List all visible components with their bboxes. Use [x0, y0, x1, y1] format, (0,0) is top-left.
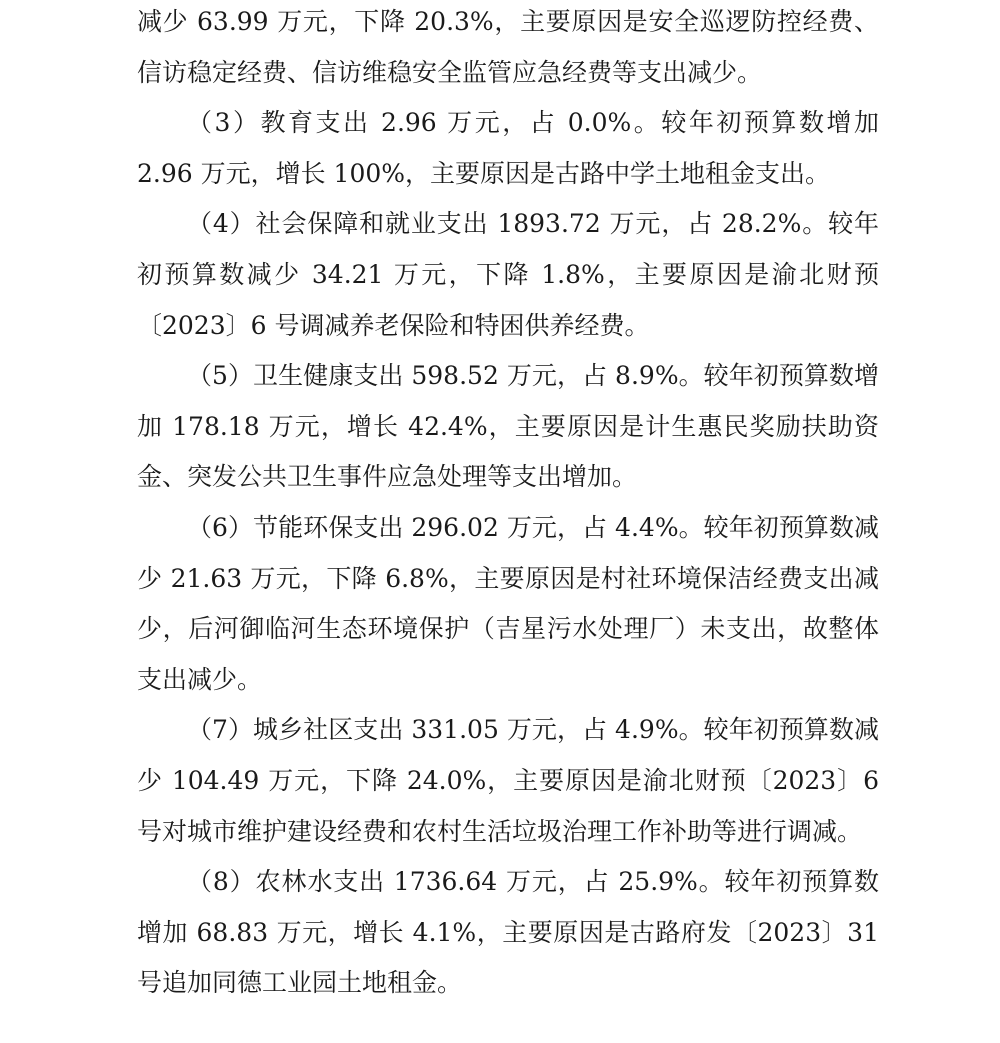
paragraph-urban-rural-community-expenditure: （7）城乡社区支出 331.05 万元，占 4.9%。较年初预算数减少 104.49 万元，下降 24.0%，主要原因是渝北财预〔2023〕6 号对城市维护建设经费和农村生活垃圾治理工作补助等进行调减。 [137, 715, 879, 846]
paragraph-continuation: 减少 63.99 万元，下降 20.3%，主要原因是安全巡逻防控经费、信访稳定经费、信访维稳安全监管应急经费等支出减少。 [137, 7, 879, 87]
paragraph-social-security-expenditure: （4）社会保障和就业支出 1893.72 万元，占 28.2%。较年初预算数减少 34.21 万元，下降 1.8%，主要原因是渝北财预〔2023〕6 号调减养老保险和特困供养经费。 [137, 209, 879, 340]
paragraph-education-expenditure: （3）教育支出 2.96 万元，占 0.0%。较年初预算数增加 2.96 万元，增长 100%，主要原因是古路中学土地租金支出。 [137, 108, 879, 188]
paragraph-energy-environment-expenditure: （6）节能环保支出 296.02 万元，占 4.4%。较年初预算数减少 21.63 万元，下降 6.8%，主要原因是村社环境保洁经费支出减少，后河御临河生态环境保护（吉星污水处理厂）未支出，故整体支出减少。 [137, 512, 879, 694]
paragraph-agriculture-forestry-water-expenditure: （8）农林水支出 1736.64 万元，占 25.9%。较年初预算数增加 68.83 万元，增长 4.1%，主要原因是古路府发〔2023〕31 号追加同德工业园土地租金。 [137, 867, 879, 998]
paragraph-health-expenditure: （5）卫生健康支出 598.52 万元，占 8.9%。较年初预算数增加 178.18 万元，增长 42.4%，主要原因是计生惠民奖励扶助资金、突发公共卫生事件应急处理等支出增加。 [137, 361, 879, 492]
document-body [137, 0, 879, 1009]
